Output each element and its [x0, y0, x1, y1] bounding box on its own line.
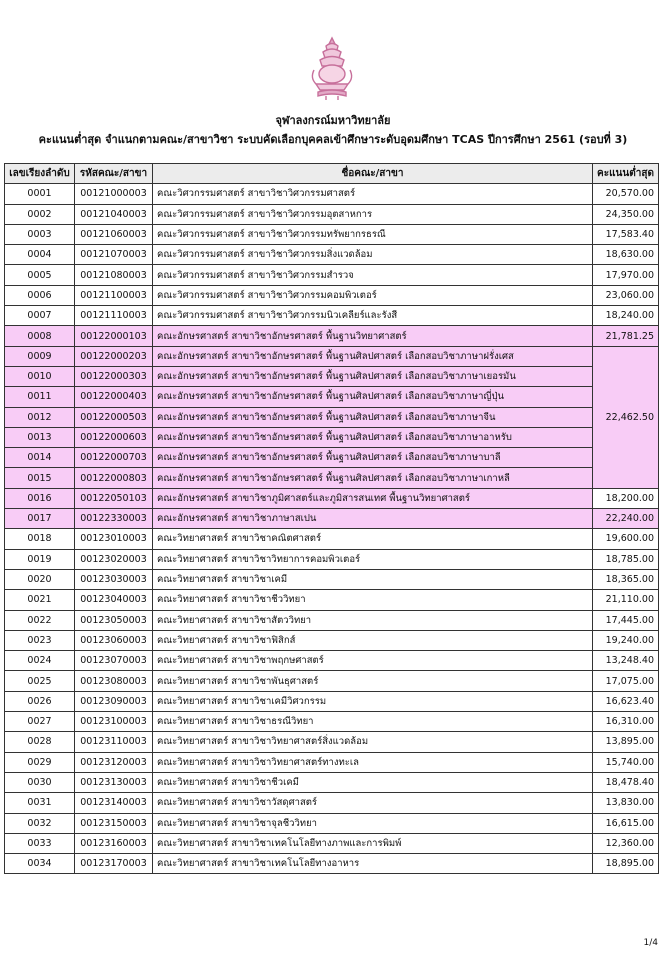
- row-code: 00122000703: [75, 448, 153, 468]
- row-name: คณะวิทยาศาสตร์ สาขาวิชาจุลชีววิทยา: [153, 813, 593, 833]
- page-number: 1/4: [643, 938, 658, 948]
- row-code: 00123170003: [75, 854, 153, 874]
- header-seq: เลขเรียงลำดับ: [5, 164, 75, 184]
- row-name: คณะวิศวกรรมศาสตร์ สาขาวิชาวิศวกรรมศาสตร์: [153, 184, 593, 204]
- row-score: 18,200.00: [593, 488, 659, 508]
- row-code: 00123010003: [75, 529, 153, 549]
- row-score: 18,630.00: [593, 245, 659, 265]
- row-seq: 0020: [5, 569, 75, 589]
- row-score: 21,110.00: [593, 590, 659, 610]
- row-seq: 0015: [5, 468, 75, 488]
- table-row: [5, 366, 659, 386]
- row-code: 00123040003: [75, 590, 153, 610]
- row-name: คณะอักษรศาสตร์ สาขาวิชาภาษาสเปน: [153, 509, 593, 529]
- row-seq: 0032: [5, 813, 75, 833]
- row-name: คณะอักษรศาสตร์ สาขาวิชาอักษรศาสตร์ พื้นฐานศิลปศาสตร์ เลือกสอบวิชาภาษาเยอรมัน: [153, 366, 593, 386]
- table-row: [5, 204, 659, 224]
- header-code: รหัสคณะ/สาขา: [75, 164, 153, 184]
- row-name: คณะวิทยาศาสตร์ สาขาวิชาวัสดุศาสตร์: [153, 793, 593, 813]
- row-name: คณะวิศวกรรมศาสตร์ สาขาวิชาวิศวกรรมทรัพยากรธรณี: [153, 224, 593, 244]
- row-seq: 0017: [5, 509, 75, 529]
- row-code: 00122000403: [75, 387, 153, 407]
- row-name: คณะวิทยาศาสตร์ สาขาวิชาชีววิทยา: [153, 590, 593, 610]
- row-name: คณะวิทยาศาสตร์ สาขาวิชาวิทยาศาสตร์ทางทะเล: [153, 752, 593, 772]
- row-code: 00123030003: [75, 569, 153, 589]
- row-seq: 0011: [5, 387, 75, 407]
- row-seq: 0034: [5, 854, 75, 874]
- row-score: 19,240.00: [593, 630, 659, 650]
- row-score: 18,478.40: [593, 772, 659, 792]
- row-score: 18,240.00: [593, 306, 659, 326]
- table-row: [5, 448, 659, 468]
- row-score: 13,248.40: [593, 651, 659, 671]
- row-score: 17,075.00: [593, 671, 659, 691]
- row-score: 24,350.00: [593, 204, 659, 224]
- table-row: [5, 427, 659, 447]
- row-name: คณะวิศวกรรมศาสตร์ สาขาวิชาวิศวกรรมอุตสาหการ: [153, 204, 593, 224]
- row-seq: 0002: [5, 204, 75, 224]
- row-name: คณะวิทยาศาสตร์ สาขาวิชาพฤกษศาสตร์: [153, 651, 593, 671]
- row-name: คณะวิทยาศาสตร์ สาขาวิชาชีวเคมี: [153, 772, 593, 792]
- row-code: 00123140003: [75, 793, 153, 813]
- table-row: [5, 752, 659, 772]
- table-row: [5, 590, 659, 610]
- row-seq: 0018: [5, 529, 75, 549]
- table-row: [5, 387, 659, 407]
- row-seq: 0019: [5, 549, 75, 569]
- row-score: 18,365.00: [593, 569, 659, 589]
- row-code: 00123060003: [75, 630, 153, 650]
- table-row: [5, 326, 659, 346]
- row-name: คณะอักษรศาสตร์ สาขาวิชาอักษรศาสตร์ พื้นฐานศิลปศาสตร์ เลือกสอบวิชาภาษาเกาหลี: [153, 468, 593, 488]
- row-code: 00122000803: [75, 468, 153, 488]
- row-name: คณะวิทยาศาสตร์ สาขาวิชาเคมีวิศวกรรม: [153, 691, 593, 711]
- row-score: 12,360.00: [593, 833, 659, 853]
- row-score: 13,895.00: [593, 732, 659, 752]
- row-name: คณะวิทยาศาสตร์ สาขาวิชาวิทยาการคอมพิวเตอร์: [153, 549, 593, 569]
- row-code: 00123050003: [75, 610, 153, 630]
- table-row: [5, 265, 659, 285]
- row-name: คณะอักษรศาสตร์ สาขาวิชาอักษรศาสตร์ พื้นฐานศิลปศาสตร์ เลือกสอบวิชาภาษาบาลี: [153, 448, 593, 468]
- table-row: [5, 224, 659, 244]
- row-code: 00123070003: [75, 651, 153, 671]
- row-score: 18,785.00: [593, 549, 659, 569]
- row-seq: 0024: [5, 651, 75, 671]
- row-seq: 0004: [5, 245, 75, 265]
- row-seq: 0008: [5, 326, 75, 346]
- row-seq: 0007: [5, 306, 75, 326]
- row-code: 00123100003: [75, 712, 153, 732]
- row-seq: 0013: [5, 427, 75, 447]
- row-seq: 0022: [5, 610, 75, 630]
- row-seq: 0010: [5, 366, 75, 386]
- table-row: [5, 691, 659, 711]
- table-row: [5, 346, 659, 366]
- row-seq: 0003: [5, 224, 75, 244]
- table-row: [5, 833, 659, 853]
- row-score: 20,570.00: [593, 184, 659, 204]
- row-seq: 0016: [5, 488, 75, 508]
- row-seq: 0028: [5, 732, 75, 752]
- row-name: คณะวิศวกรรมศาสตร์ สาขาวิชาวิศวกรรมสิ่งแวดล้อม: [153, 245, 593, 265]
- scores-table: [4, 163, 659, 874]
- table-header-row: [5, 164, 659, 184]
- row-code: 00122000503: [75, 407, 153, 427]
- row-name: คณะวิทยาศาสตร์ สาขาวิชาสัตววิทยา: [153, 610, 593, 630]
- table-row: [5, 306, 659, 326]
- row-seq: 0006: [5, 285, 75, 305]
- table-row: [5, 529, 659, 549]
- table-row: [5, 651, 659, 671]
- table-row: [5, 407, 659, 427]
- row-score: 16,615.00: [593, 813, 659, 833]
- table-row: [5, 488, 659, 508]
- row-code: 00123120003: [75, 752, 153, 772]
- row-score: 17,583.40: [593, 224, 659, 244]
- row-name: คณะวิทยาศาสตร์ สาขาวิชาเทคโนโลยีทางอาหาร: [153, 854, 593, 874]
- row-code: 00121000003: [75, 184, 153, 204]
- row-code: 00122000203: [75, 346, 153, 366]
- row-code: 00122330003: [75, 509, 153, 529]
- row-code: 00123090003: [75, 691, 153, 711]
- row-name: คณะอักษรศาสตร์ สาขาวิชาอักษรศาสตร์ พื้นฐานศิลปศาสตร์ เลือกสอบวิชาภาษาญี่ปุ่น: [153, 387, 593, 407]
- row-seq: 0021: [5, 590, 75, 610]
- table-row: [5, 813, 659, 833]
- row-seq: 0009: [5, 346, 75, 366]
- row-code: 00123160003: [75, 833, 153, 853]
- row-name: คณะวิทยาศาสตร์ สาขาวิชาพันธุศาสตร์: [153, 671, 593, 691]
- row-seq: 0014: [5, 448, 75, 468]
- table-row: [5, 671, 659, 691]
- table-row: [5, 630, 659, 650]
- row-seq: 0029: [5, 752, 75, 772]
- row-seq: 0027: [5, 712, 75, 732]
- row-code: 00123110003: [75, 732, 153, 752]
- table-row: [5, 854, 659, 874]
- row-name: คณะอักษรศาสตร์ สาขาวิชาภูมิศาสตร์และภูมิสารสนเทศ พื้นฐานวิทยาศาสตร์: [153, 488, 593, 508]
- row-name: คณะวิทยาศาสตร์ สาขาวิชาวิทยาศาสตร์สิ่งแวดล้อม: [153, 732, 593, 752]
- chulalongkorn-crest-icon: [306, 36, 358, 102]
- row-score: 16,623.40: [593, 691, 659, 711]
- table-row: [5, 732, 659, 752]
- row-score: 21,781.25: [593, 326, 659, 346]
- row-name: คณะวิทยาศาสตร์ สาขาวิชาฟิสิกส์: [153, 630, 593, 650]
- row-name: คณะวิทยาศาสตร์ สาขาวิชาเทคโนโลยีทางภาพและการพิมพ์: [153, 833, 593, 853]
- table-row: [5, 184, 659, 204]
- row-seq: 0005: [5, 265, 75, 285]
- row-code: 00123130003: [75, 772, 153, 792]
- table-row: [5, 712, 659, 732]
- row-score: 17,970.00: [593, 265, 659, 285]
- row-name: คณะอักษรศาสตร์ สาขาวิชาอักษรศาสตร์ พื้นฐานศิลปศาสตร์ เลือกสอบวิชาภาษาจีน: [153, 407, 593, 427]
- row-seq: 0026: [5, 691, 75, 711]
- table-row: [5, 549, 659, 569]
- header-score: คะแนนต่ำสุด: [593, 164, 659, 184]
- row-code: 00121080003: [75, 265, 153, 285]
- row-seq: 0031: [5, 793, 75, 813]
- table-row: [5, 569, 659, 589]
- row-seq: 0023: [5, 630, 75, 650]
- row-name: คณะอักษรศาสตร์ สาขาวิชาอักษรศาสตร์ พื้นฐานศิลปศาสตร์ เลือกสอบวิชาภาษาฝรั่งเศส: [153, 346, 593, 366]
- row-code: 00122000603: [75, 427, 153, 447]
- table-row: [5, 468, 659, 488]
- row-seq: 0025: [5, 671, 75, 691]
- row-code: 00121100003: [75, 285, 153, 305]
- row-seq: 0012: [5, 407, 75, 427]
- row-name: คณะอักษรศาสตร์ สาขาวิชาอักษรศาสตร์ พื้นฐานศิลปศาสตร์ เลือกสอบวิชาภาษาอาหรับ: [153, 427, 593, 447]
- row-score: 19,600.00: [593, 529, 659, 549]
- row-score: 16,310.00: [593, 712, 659, 732]
- row-score: 22,462.50: [593, 346, 659, 488]
- row-score: 22,240.00: [593, 509, 659, 529]
- table-row: [5, 772, 659, 792]
- row-score: 17,445.00: [593, 610, 659, 630]
- row-name: คณะวิศวกรรมศาสตร์ สาขาวิชาวิศวกรรมนิวเคลียร์และรังสี: [153, 306, 593, 326]
- row-code: 00123150003: [75, 813, 153, 833]
- table-row: [5, 610, 659, 630]
- row-name: คณะวิทยาศาสตร์ สาขาวิชาเคมี: [153, 569, 593, 589]
- document-title: คะแนนต่ำสุด จำแนกตามคณะ/สาขาวิชา ระบบคัดเลือกบุคคลเข้าศึกษาระดับอุดมศึกษา TCAS ปีการศึกษา 2561 (รอบที่ 3): [38, 133, 628, 146]
- table-row: [5, 509, 659, 529]
- row-score: 23,060.00: [593, 285, 659, 305]
- row-code: 00121110003: [75, 306, 153, 326]
- header-name: ชื่อคณะ/สาขา: [153, 164, 593, 184]
- row-score: 13,830.00: [593, 793, 659, 813]
- table-row: [5, 245, 659, 265]
- row-seq: 0033: [5, 833, 75, 853]
- row-name: คณะอักษรศาสตร์ สาขาวิชาอักษรศาสตร์ พื้นฐานวิทยาศาสตร์: [153, 326, 593, 346]
- table-row: [5, 285, 659, 305]
- row-seq: 0030: [5, 772, 75, 792]
- row-seq: 0001: [5, 184, 75, 204]
- row-score: 18,895.00: [593, 854, 659, 874]
- university-name: จุฬาลงกรณ์มหาวิทยาลัย: [275, 114, 391, 127]
- row-name: คณะวิทยาศาสตร์ สาขาวิชาธรณีวิทยา: [153, 712, 593, 732]
- row-name: คณะวิทยาศาสตร์ สาขาวิชาคณิตศาสตร์: [153, 529, 593, 549]
- row-code: 00123020003: [75, 549, 153, 569]
- table-row: [5, 793, 659, 813]
- row-name: คณะวิศวกรรมศาสตร์ สาขาวิชาวิศวกรรมคอมพิวเตอร์: [153, 285, 593, 305]
- row-code: 00121070003: [75, 245, 153, 265]
- row-name: คณะวิศวกรรมศาสตร์ สาขาวิชาวิศวกรรมสำรวจ: [153, 265, 593, 285]
- row-score: 15,740.00: [593, 752, 659, 772]
- row-code: 00121040003: [75, 204, 153, 224]
- row-code: 00122050103: [75, 488, 153, 508]
- row-code: 00123080003: [75, 671, 153, 691]
- row-code: 00122000303: [75, 366, 153, 386]
- row-code: 00122000103: [75, 326, 153, 346]
- row-code: 00121060003: [75, 224, 153, 244]
